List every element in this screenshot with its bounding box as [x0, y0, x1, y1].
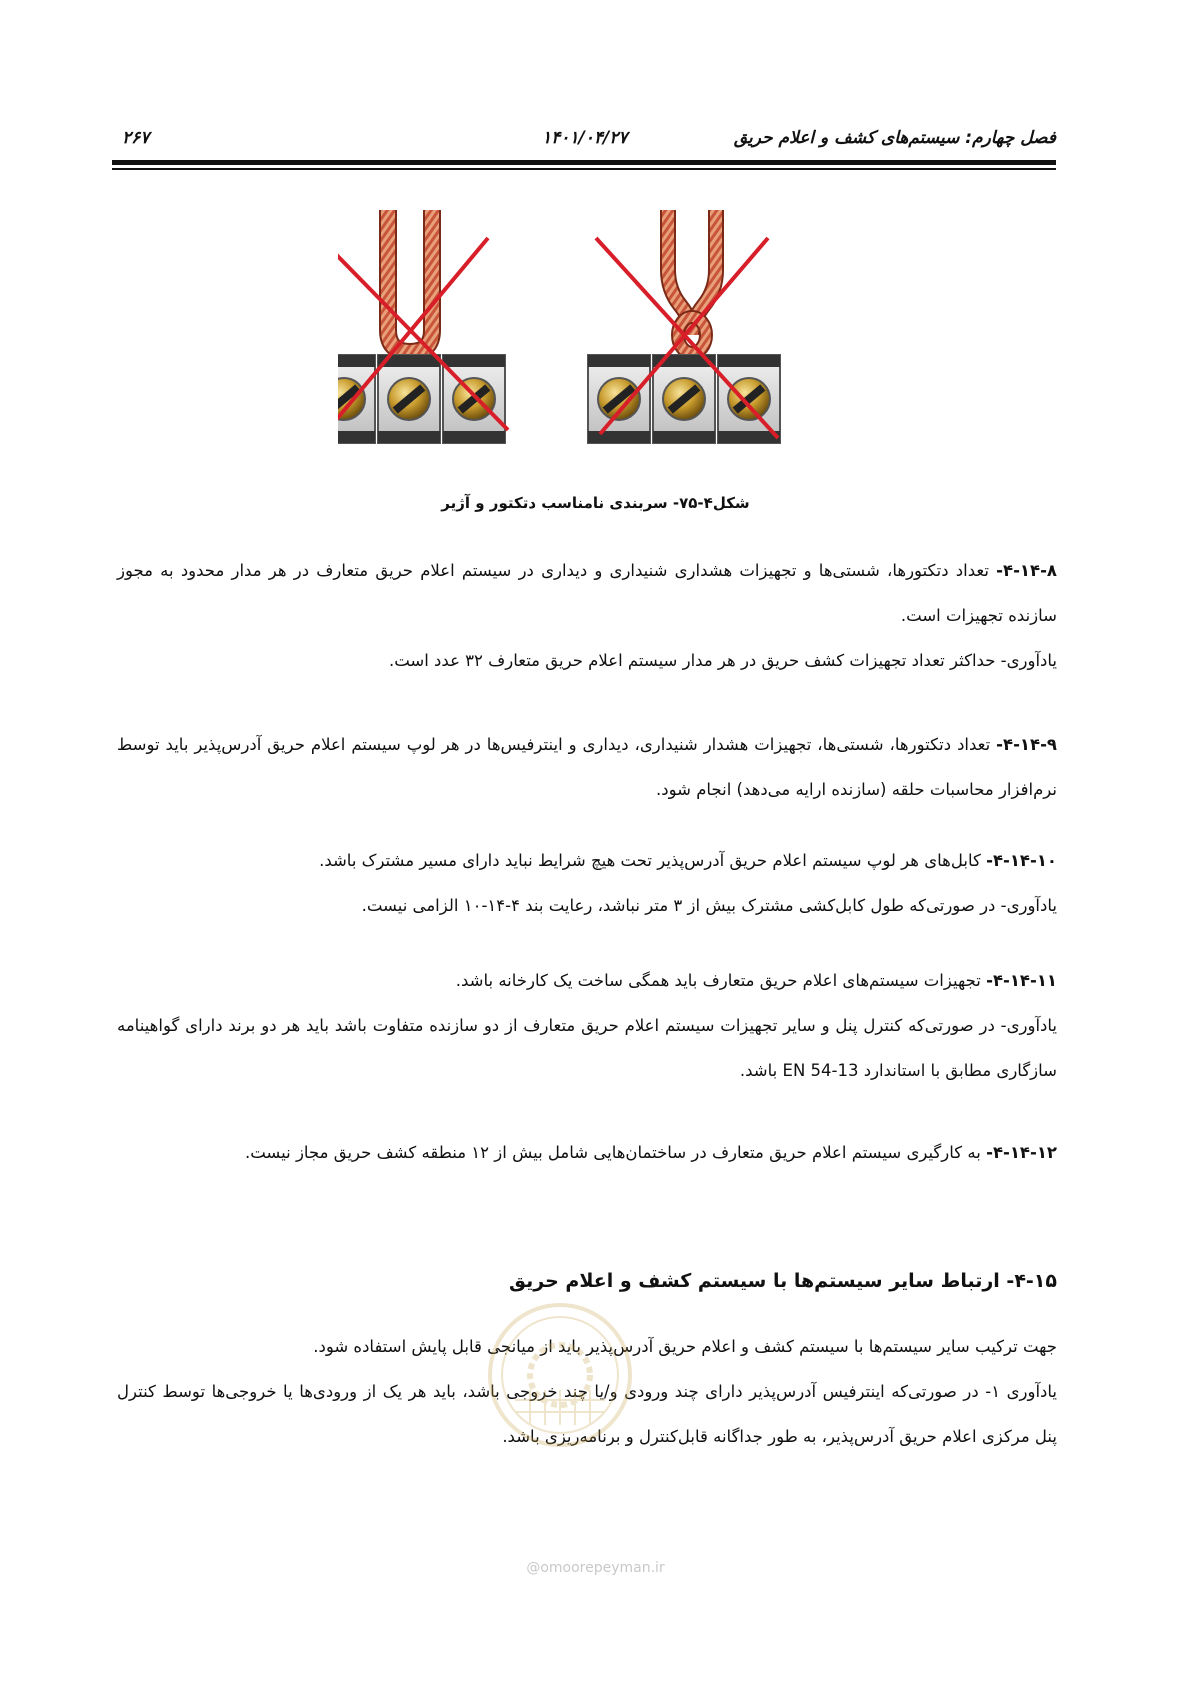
- terminal-block: [588, 355, 650, 443]
- terminal-wiring-figure: [338, 210, 853, 485]
- section-number: ۴-۱۴-۹-: [996, 735, 1057, 754]
- note: یادآوری- در صورتی‌که طول کابل‌کشی مشترک بیش از ۳ متر نباشد، رعایت بند ۴-۱۴-۱۰ الزامی نیست.: [361, 896, 1057, 915]
- section-text: تعداد دتکتورها، شستی‌ها و تجهیزات هشداری شنیداری و دیداری در سیستم اعلام حریق متعارف در هر مدار محدود به مجوز سازنده تجهیزات است.: [117, 561, 1057, 625]
- header-rule-thick: [112, 160, 1056, 165]
- watermark-seal: [485, 1300, 635, 1450]
- left-terminal-group: [338, 210, 508, 443]
- section-4-14-12: [117, 1130, 1057, 1175]
- section-text: تعداد دتکتورها، شستی‌ها، تجهیزات هشدار شنیداری، دیداری و اینترفیس‌ها در هر لوپ سیستم اعلام حریق آدرس‌پذیر باید توسط نرم‌افزار محاسبات حلقه (سازنده ارایه می‌دهد) انجام شود.: [117, 735, 1057, 799]
- page-number: ۲۶۷: [122, 128, 150, 148]
- section-text: کابل‌های هر لوپ سیستم اعلام حریق آدرس‌پذیر تحت هیچ شرایط نباید دارای مسیر مشترک باشد.: [319, 851, 987, 870]
- right-terminal-group: [588, 210, 780, 443]
- paragraph: [117, 838, 1057, 883]
- section-number: ۴-۱۴-۱۲-: [986, 1143, 1057, 1162]
- figure-caption: شکل۴-۷۵- سربندی نامناسب دتکتور و آژیر: [441, 494, 750, 512]
- chapter-title: فصل چهارم: سیستم‌های کشف و اعلام حریق: [733, 128, 1056, 148]
- terminal-block: [443, 355, 505, 443]
- paragraph: [117, 722, 1057, 812]
- section-number: ۴-۱۴-۸-: [996, 561, 1057, 580]
- section-4-14-11: [117, 958, 1057, 1093]
- twisted-wire: [668, 210, 716, 353]
- terminal-block: [378, 355, 440, 443]
- section-text: به کارگیری سیستم اعلام حریق متعارف در ساختمان‌هایی شامل بیش از ۱۲ منطقه کشف حریق مجاز نیست.: [244, 1143, 987, 1162]
- note: یادآوری- حداکثر تعداد تجهیزات کشف حریق در هر مدار سیستم اعلام حریق متعارف ۳۲ عدد است.: [388, 651, 1057, 670]
- section-4-14-10: [117, 838, 1057, 928]
- terminal-block: [653, 355, 715, 443]
- section-4-14-8: [117, 548, 1057, 683]
- paragraph: جهت ترکیب سایر سیستم‌ها با سیستم کشف و اعلام حریق آدرس‌پذیر باید از میانجی قابل پایش استفاده شود.: [313, 1337, 1057, 1356]
- watermark-url: @omoorepeyman.ir: [526, 1560, 665, 1576]
- paragraph: [117, 958, 1057, 1003]
- header-date: ۱۴۰۱/۰۴/۲۷: [542, 128, 628, 148]
- paragraph: [117, 548, 1057, 638]
- section-number: ۴-۱۴-۱۱-: [986, 971, 1057, 990]
- section-4-14-9: [117, 722, 1057, 812]
- page-header: [112, 118, 1056, 158]
- header-rule-thin: [112, 168, 1056, 170]
- section-heading: ۴-۱۵- ارتباط سایر سیستم‌ها با سیستم کشف و اعلام حریق: [509, 1270, 1057, 1292]
- note: یادآوری ۱- در صورتی‌که اینترفیس آدرس‌پذیر دارای چند ورودی و/یا چند خروجی باشد، باید هر یک از ورودی‌ها یا خروجی‌ها توسط کنترل پنل مرکزی اعلام حریق آدرس‌پذیر، به طور جداگانه قابل‌کنترل و برنامه‌ریزی باشد.: [117, 1382, 1057, 1446]
- section-text: تجهیزات سیستم‌های اعلام حریق متعارف باید همگی ساخت یک کارخانه باشد.: [455, 971, 987, 990]
- note: یادآوری- در صورتی‌که کنترل پنل و سایر تجهیزات سیستم اعلام حریق متعارف از دو سازنده متفاوت باشد باید هر دو برند دارای گواهینامه سازگاری مطابق با استاندارد EN 54-13 باشد.: [117, 1016, 1057, 1080]
- terminal-block: [338, 355, 375, 443]
- paragraph: [117, 1130, 1057, 1175]
- section-number: ۴-۱۴-۱۰-: [986, 851, 1057, 870]
